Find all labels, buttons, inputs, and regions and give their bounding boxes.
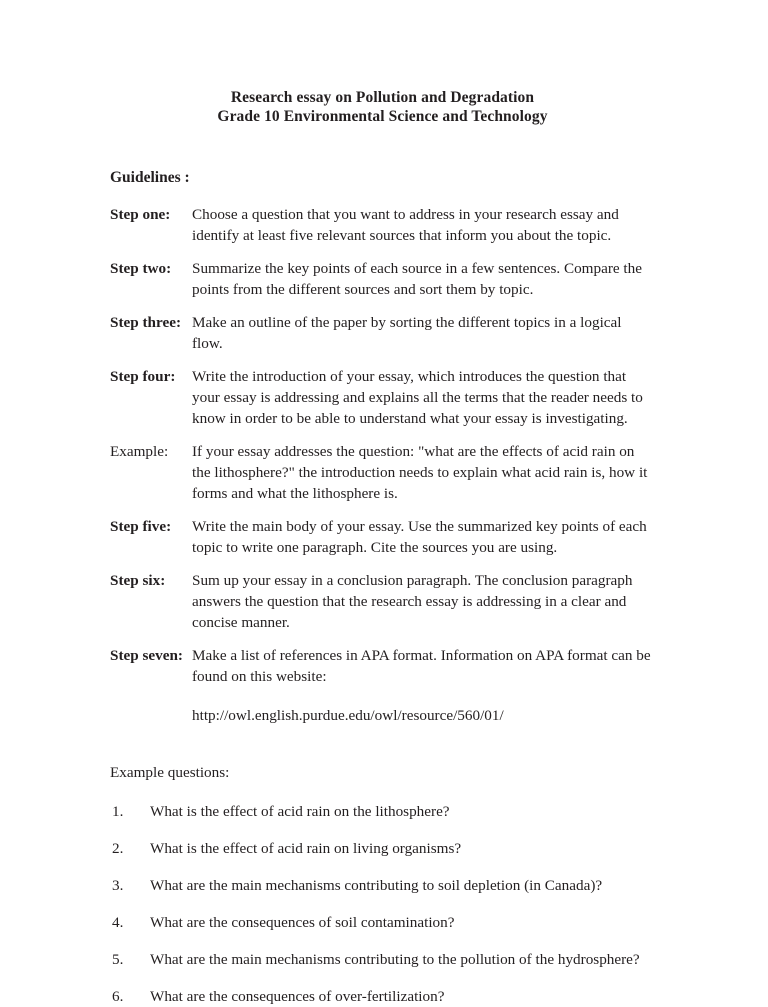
step-body: Sum up your essay in a conclusion paragraph. The conclusion paragraph answers the question that the research essay is addressing in a clear and concise manner.	[192, 572, 633, 631]
title-line-2: Grade 10 Environmental Science and Technology	[217, 108, 548, 125]
example-body: If your essay addresses the question: "what are the effects of acid rain on the lithosphere?" the introduction needs to explain what acid rain is, how it forms and what the lithosphere is.	[192, 443, 648, 502]
step-row	[110, 258, 655, 300]
question-item	[110, 875, 655, 896]
reference-url[interactable]: http://owl.english.purdue.edu/owl/resource/560/01/	[192, 707, 504, 724]
step-row	[110, 645, 655, 687]
question-item	[110, 838, 655, 859]
steps-list	[110, 204, 655, 687]
question-text: What are the consequences of over-fertilization?	[150, 988, 445, 1005]
question-item	[110, 986, 655, 1007]
question-text: What are the main mechanisms contributing to soil depletion (in Canada)?	[150, 877, 603, 894]
step-body: Make a list of references in APA format. Information on APA format can be found on this website:	[192, 647, 651, 685]
title-line-1: Research essay on Pollution and Degradation	[230, 89, 535, 106]
step-label: Step seven:	[110, 647, 183, 664]
step-label: Step two:	[110, 260, 172, 277]
step-row	[110, 570, 655, 633]
step-body: Write the introduction of your essay, which introduces the question that your essay is addressing and explains all the terms that the reader needs to know in order to be able to understand what your essay is investigating.	[192, 368, 643, 427]
question-text: What is the effect of acid rain on living organisms?	[150, 840, 462, 857]
step-label: Step six:	[110, 572, 166, 589]
step-body: Make an outline of the paper by sorting the different topics in a logical flow.	[192, 314, 622, 352]
guidelines-heading: Guidelines :	[110, 169, 190, 186]
question-item	[110, 912, 655, 933]
example-questions-list	[110, 801, 655, 1007]
page-title	[110, 88, 655, 126]
example-label: Example:	[110, 443, 169, 460]
question-number: 1.	[112, 803, 124, 820]
question-number: 2.	[112, 840, 124, 857]
example-questions-heading: Example questions:	[110, 764, 230, 781]
step-body: Write the main body of your essay. Use the summarized key points of each topic to write one paragraph. Cite the sources you are using.	[192, 518, 647, 556]
example-row	[110, 441, 655, 504]
step-row	[110, 204, 655, 246]
question-number: 5.	[112, 951, 124, 968]
question-text: What is the effect of acid rain on the lithosphere?	[150, 803, 450, 820]
question-text: What are the consequences of soil contamination?	[150, 914, 455, 931]
step-label: Step four:	[110, 368, 176, 385]
question-item	[110, 949, 655, 970]
step-label: Step five:	[110, 518, 172, 535]
question-number: 4.	[112, 914, 124, 931]
step-label: Step three:	[110, 314, 181, 331]
step-label: Step one:	[110, 206, 171, 223]
question-item	[110, 801, 655, 822]
question-text: What are the main mechanisms contributing to the pollution of the hydrosphere?	[150, 951, 640, 968]
step-row	[110, 366, 655, 429]
step-row	[110, 516, 655, 558]
step-body: Choose a question that you want to address in your research essay and identify at least five relevant sources that inform you about the topic.	[192, 206, 619, 244]
question-number: 6.	[112, 988, 124, 1005]
question-number: 3.	[112, 877, 124, 894]
step-body: Summarize the key points of each source in a few sentences. Compare the points from the different sources and sort them by topic.	[192, 260, 642, 298]
step-row	[110, 312, 655, 354]
